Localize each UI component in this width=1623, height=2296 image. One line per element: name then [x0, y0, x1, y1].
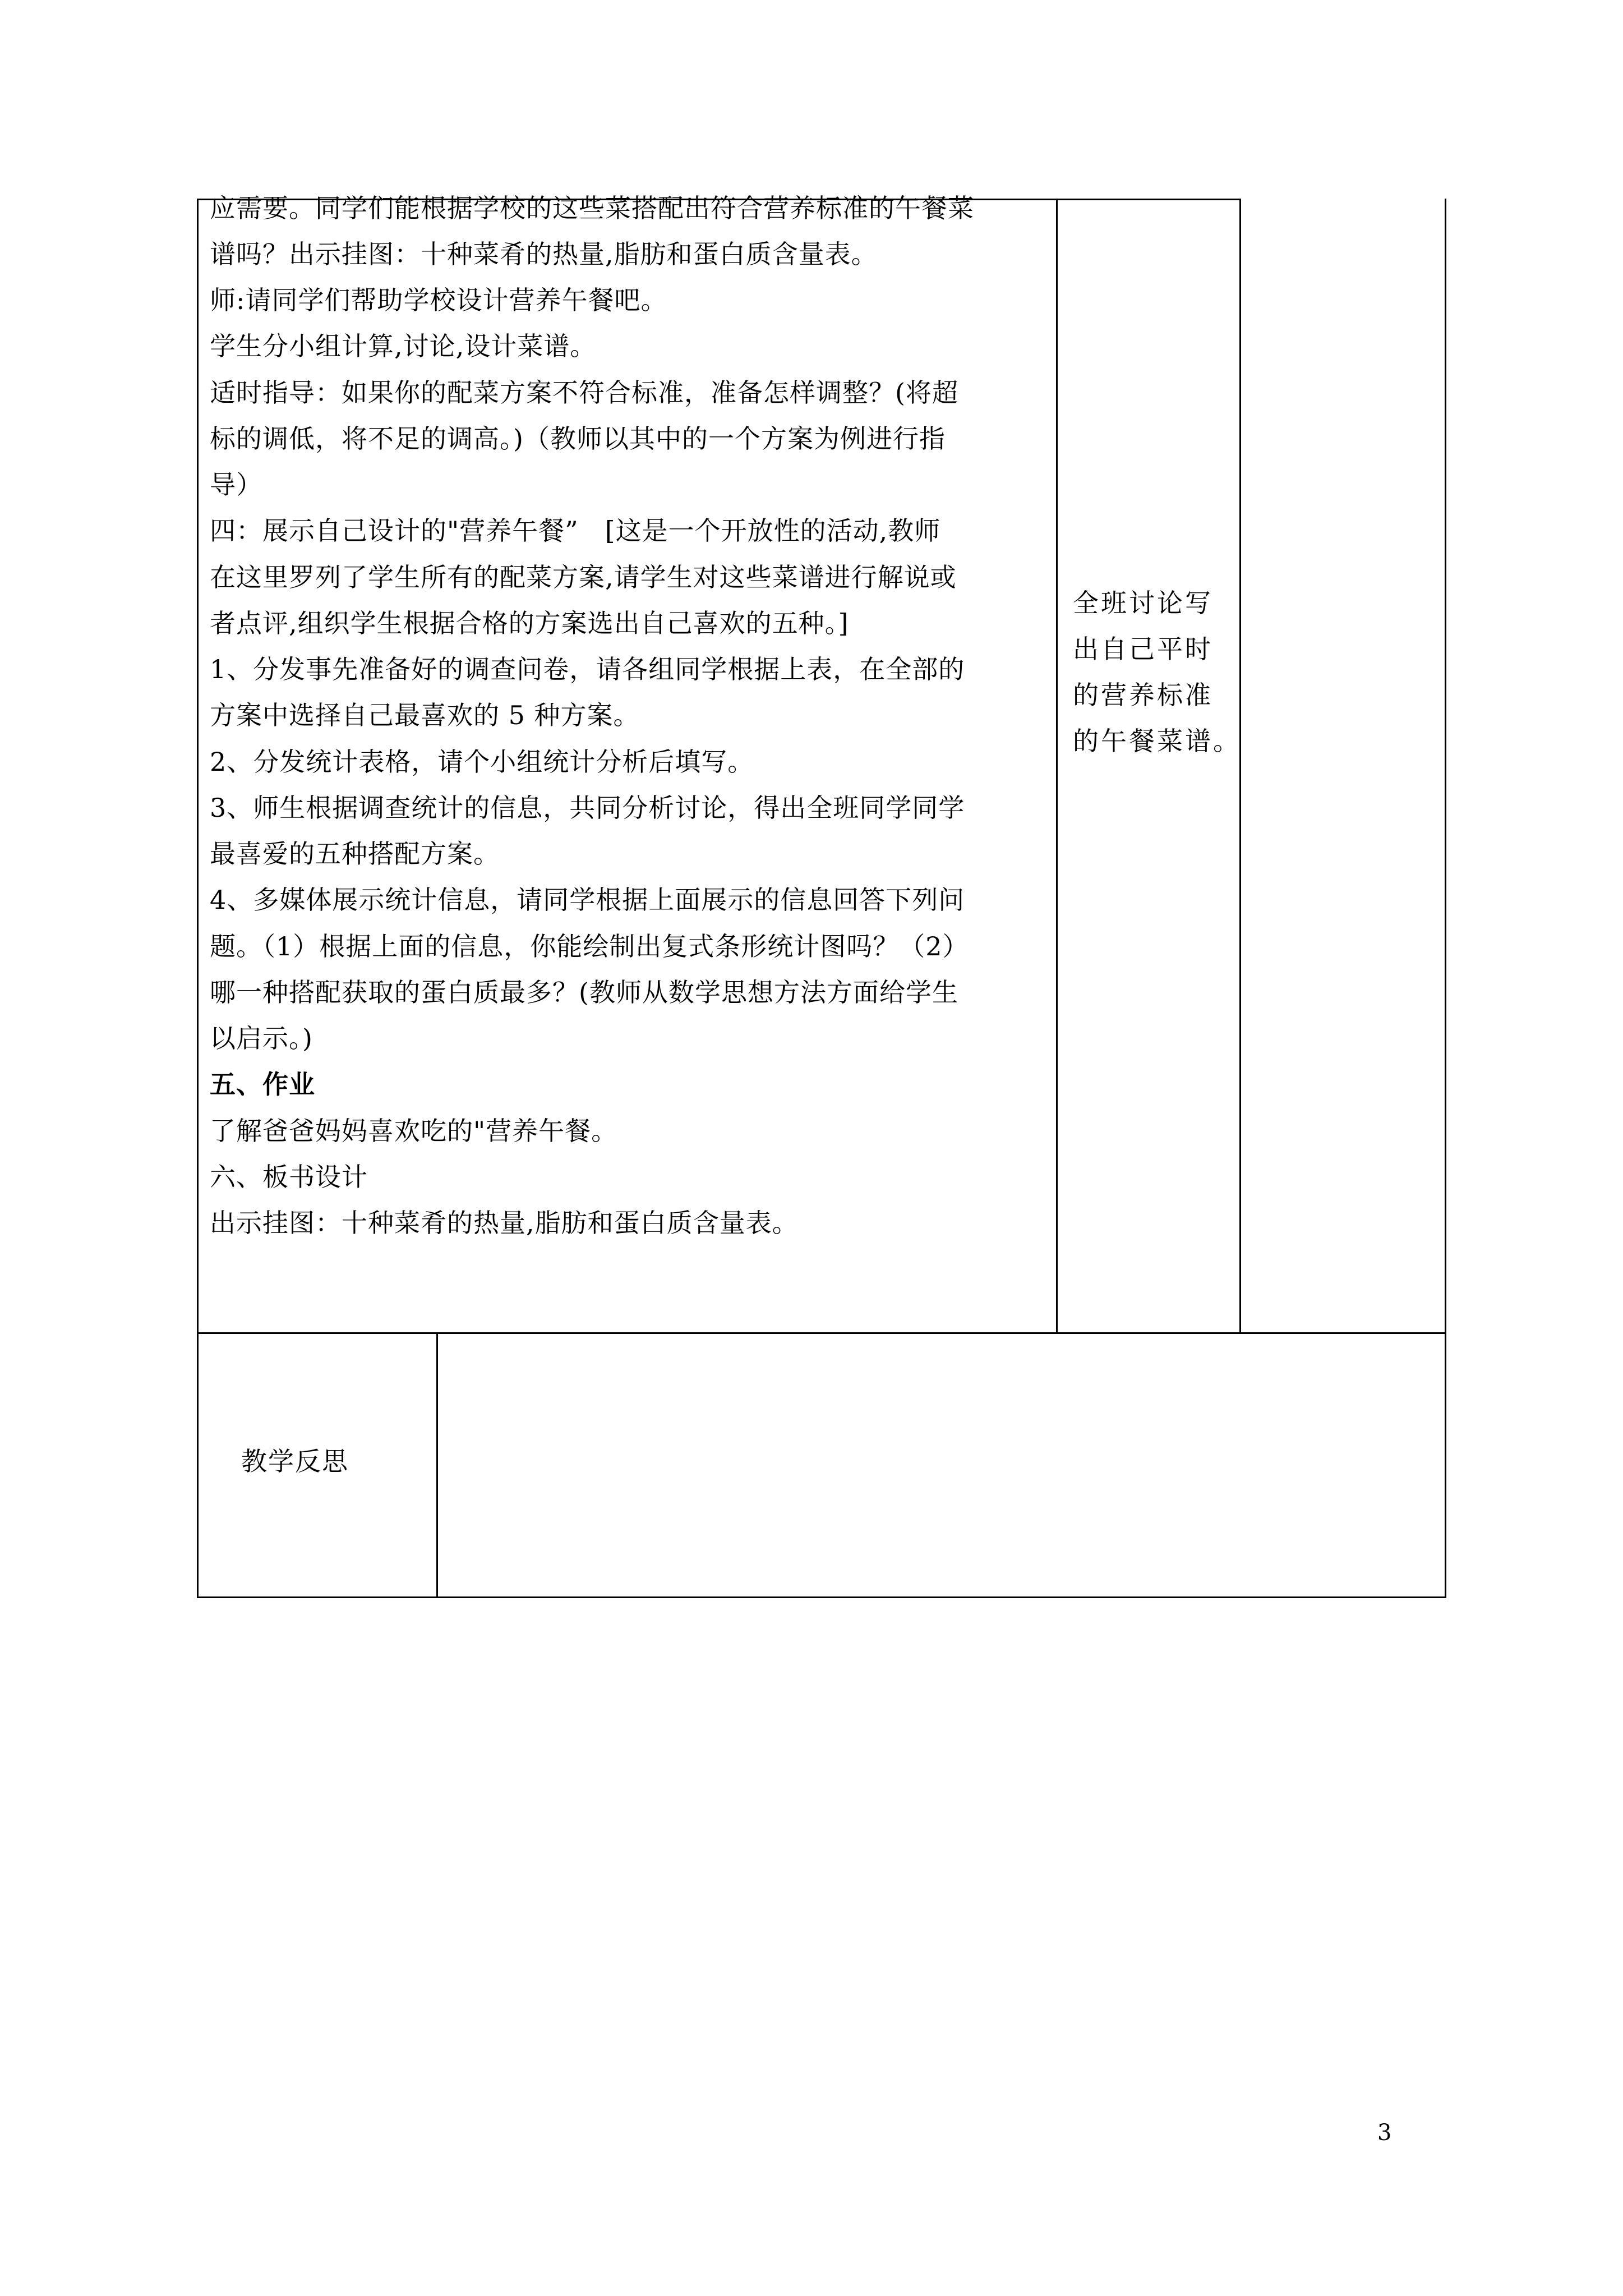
table-row-divider: [197, 1332, 1446, 1334]
teaching-reflection-label: 教学反思: [241, 1446, 349, 1476]
student-activity-line: 出自己平时: [1073, 634, 1213, 664]
lesson-line: 哪一种搭配获取的蛋白质最多？(教师从数学思想方法方面给学生: [210, 977, 958, 1007]
student-activity-line: 的午餐菜谱。: [1073, 726, 1241, 756]
lesson-line: 谱吗？出示挂图：十种菜肴的热量,脂肪和蛋白质含量表。: [210, 239, 878, 269]
table-column-divider-1: [1056, 199, 1058, 1334]
lesson-line: 1、分发事先准备好的调查问卷，请各组同学根据上表，在全部的: [210, 654, 965, 684]
lesson-line: 出示挂图：十种菜肴的热量,脂肪和蛋白质含量表。: [210, 1208, 799, 1238]
board-design-heading: 六、板书设计: [210, 1162, 368, 1192]
homework-heading: 五、作业: [210, 1069, 315, 1099]
lesson-line: 适时指导：如果你的配菜方案不符合标准，准备怎样调整？(将超: [210, 378, 958, 408]
table-border-bottom: [197, 1596, 1446, 1598]
lesson-line: 题。（1）根据上面的信息，你能绘制出复式条形统计图吗？（2）: [210, 931, 969, 961]
student-activity-line: 全班讨论写: [1073, 588, 1213, 618]
lesson-line: 应需要。同学们能根据学校的这些菜搭配出符合营养标准的午餐菜: [210, 193, 974, 223]
page-number: 3: [1377, 2120, 1392, 2146]
lesson-line: 者点评,组织学生根据合格的方案选出自己喜欢的五种。]: [210, 608, 849, 638]
lesson-line: 标的调低，将不足的调高。)（教师以其中的一个方案为例进行指: [210, 424, 946, 454]
student-activity-line: 的营养标准: [1073, 680, 1213, 710]
reflection-label-divider: [436, 1332, 438, 1598]
lesson-line: 学生分小组计算,讨论,设计菜谱。: [210, 331, 597, 361]
lesson-line: 四：展示自己设计的"营养午餐” [这是一个开放性的活动,教师: [210, 516, 941, 546]
table-border-left: [197, 199, 199, 1598]
lesson-line: 导）: [210, 470, 262, 500]
table-column-divider-2: [1239, 199, 1241, 1334]
lesson-line: 3、师生根据调查统计的信息，共同分析讨论，得出全班同学同学: [210, 793, 965, 823]
lesson-line: 方案中选择自己最喜欢的 5 种方案。: [210, 700, 640, 730]
lesson-line: 4、多媒体展示统计信息，请同学根据上面展示的信息回答下列问: [210, 885, 965, 915]
lesson-line: 以启示。): [210, 1023, 313, 1053]
lesson-line: 在这里罗列了学生所有的配菜方案,请学生对这些菜谱进行解说或: [210, 562, 957, 592]
lesson-line: 了解爸爸妈妈喜欢吃的"营养午餐。: [210, 1116, 618, 1146]
lesson-line: 师:请同学们帮助学校设计营养午餐吧。: [210, 285, 667, 315]
table-border-right: [1445, 199, 1446, 1598]
lesson-line: 2、分发统计表格，请个小组统计分析后填写。: [210, 747, 754, 777]
lesson-line: 最喜爱的五种搭配方案。: [210, 839, 500, 869]
